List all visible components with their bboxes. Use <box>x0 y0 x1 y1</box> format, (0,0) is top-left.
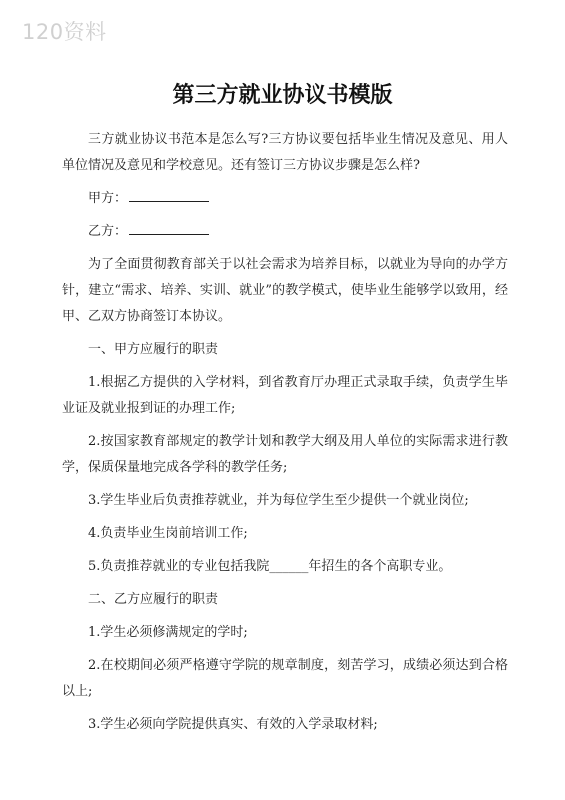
document-body <box>62 127 508 745</box>
party-a-label: 甲方： <box>88 191 128 206</box>
party-b-blank <box>129 220 209 235</box>
watermark-logo: 120资料 <box>22 20 107 44</box>
purpose-paragraph: 为了全面贯彻教育部关于以社会需求为培养目标，以就业为导向的办学方针，建立“需求、培养、实训、就业”的教学模式，使毕业生能够学以致用，经甲、乙双方协商签订本协议。 <box>62 257 508 324</box>
party-a-clause-5: 5.负责推荐就业的专业包括我院______年招生的各个高职专业。 <box>88 559 452 574</box>
party-b-clause-1: 1.学生必须修满规定的学时; <box>88 625 248 640</box>
document-title: 第三方就业协议书模版 <box>172 83 393 108</box>
party-a-clause-2: 2.按国家教育部规定的教学计划和教学大纲及用人单位的实际需求进行教学，保质保量地完成各学科的教学任务; <box>62 434 508 475</box>
party-b-clause-2: 2.在校期间必须严格遵守学院的规章制度，刻苦学习，成绩必须达到合格以上; <box>62 658 508 699</box>
party-b-clause-3: 3.学生必须向学院提供真实、有效的入学录取材料; <box>88 717 378 732</box>
party-a-line <box>62 186 508 212</box>
section-heading-party-a: 一、甲方应履行的职责 <box>88 342 219 357</box>
party-a-clause-1: 1.根据乙方提供的入学材料，到省教育厅办理正式录取手续，负责学生毕业证及就业报到证的办理工作; <box>62 375 508 416</box>
party-b-label: 乙方： <box>88 224 128 239</box>
party-a-blank <box>129 187 209 202</box>
party-a-clause-3: 3.学生毕业后负责推荐就业，并为每位学生至少提供一个就业岗位; <box>88 493 469 508</box>
intro-paragraph: 三方就业协议书范本是怎么写?三方协议要包括毕业生情况及意见、用人单位情况及意见和学校意见。还有签订三方协议步骤是怎么样? <box>62 132 508 173</box>
party-a-clause-4: 4.负责毕业生岗前培训工作; <box>88 526 248 541</box>
party-b-line <box>62 219 508 245</box>
section-heading-party-b: 二、乙方应履行的职责 <box>88 592 219 607</box>
